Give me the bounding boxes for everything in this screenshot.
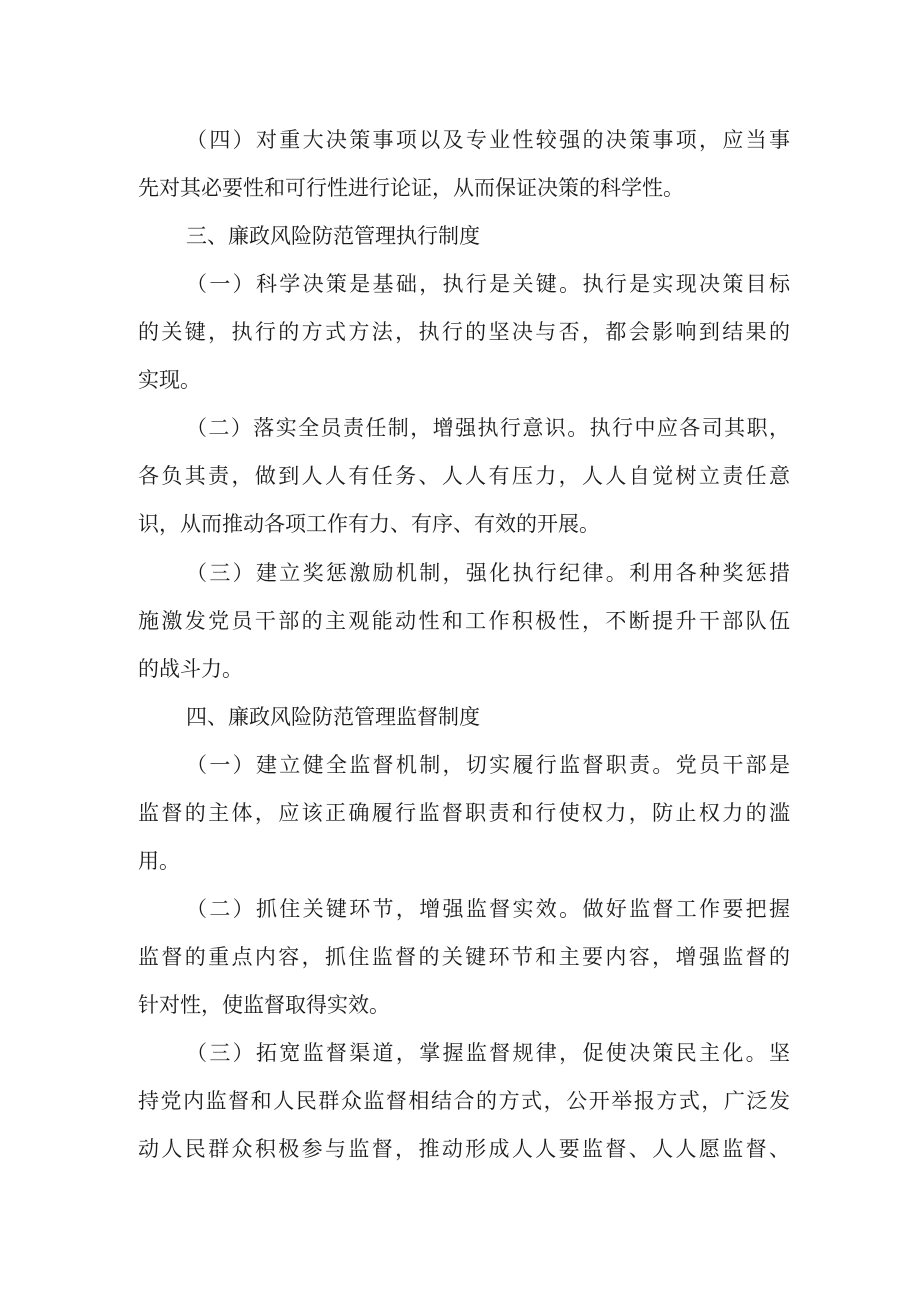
paragraph-line: （三）拓宽监督渠道，掌握监督规律，促使决策民主化。坚 [186,1041,790,1065]
paragraph-line: 各负其责，做到人人有任务、人人有压力，人人自觉树立责任意 [138,464,790,488]
paragraph-line: 的关键，执行的方式方法，执行的坚决与否，都会影响到结果的 [138,320,790,344]
paragraph-line: 先对其必要性和可行性进行论证，从而保证决策的科学性。 [138,176,684,200]
paragraph-line: 施激发党员干部的主观能动性和工作积极性，不断提升干部队伍 [138,609,790,633]
paragraph-line: 动人民群众积极参与监督，推动形成人人要监督、人人愿监督、 [138,1137,790,1161]
paragraph-line: （四）对重大决策事项以及专业性较强的决策事项，应当事 [186,128,790,152]
paragraph-line: （二）落实全员责任制，增强执行意识。执行中应各司其职， [186,416,790,440]
section-heading: 四、廉政风险防范管理监督制度 [186,705,480,729]
paragraph-line: 识，从而推动各项工作有力、有序、有效的开展。 [138,512,600,536]
paragraph-line: 实现。 [138,368,201,392]
paragraph-line: 用。 [138,849,180,873]
paragraph-line: （三）建立奖惩激励机制，强化执行纪律。利用各种奖惩措 [186,561,790,585]
paragraph-line: 的战斗力。 [138,657,243,681]
section-heading: 三、廉政风险防范管理执行制度 [186,224,480,248]
paragraph-line: 监督的重点内容，抓住监督的关键环节和主要内容，增强监督的 [138,945,790,969]
paragraph-line: （一）建立健全监督机制，切实履行监督职责。党员干部是 [186,753,790,777]
paragraph-line: 针对性，使监督取得实效。 [138,993,390,1017]
paragraph-line: （二）抓住关键环节，增强监督实效。做好监督工作要把握 [186,897,790,921]
paragraph-line: （一）科学决策是基础，执行是关键。执行是实现决策目标 [186,272,790,296]
paragraph-line: 监督的主体，应该正确履行监督职责和行使权力，防止权力的滥 [138,801,790,825]
paragraph-line: 持党内监督和人民群众监督相结合的方式，公开举报方式，广泛发 [138,1089,790,1113]
